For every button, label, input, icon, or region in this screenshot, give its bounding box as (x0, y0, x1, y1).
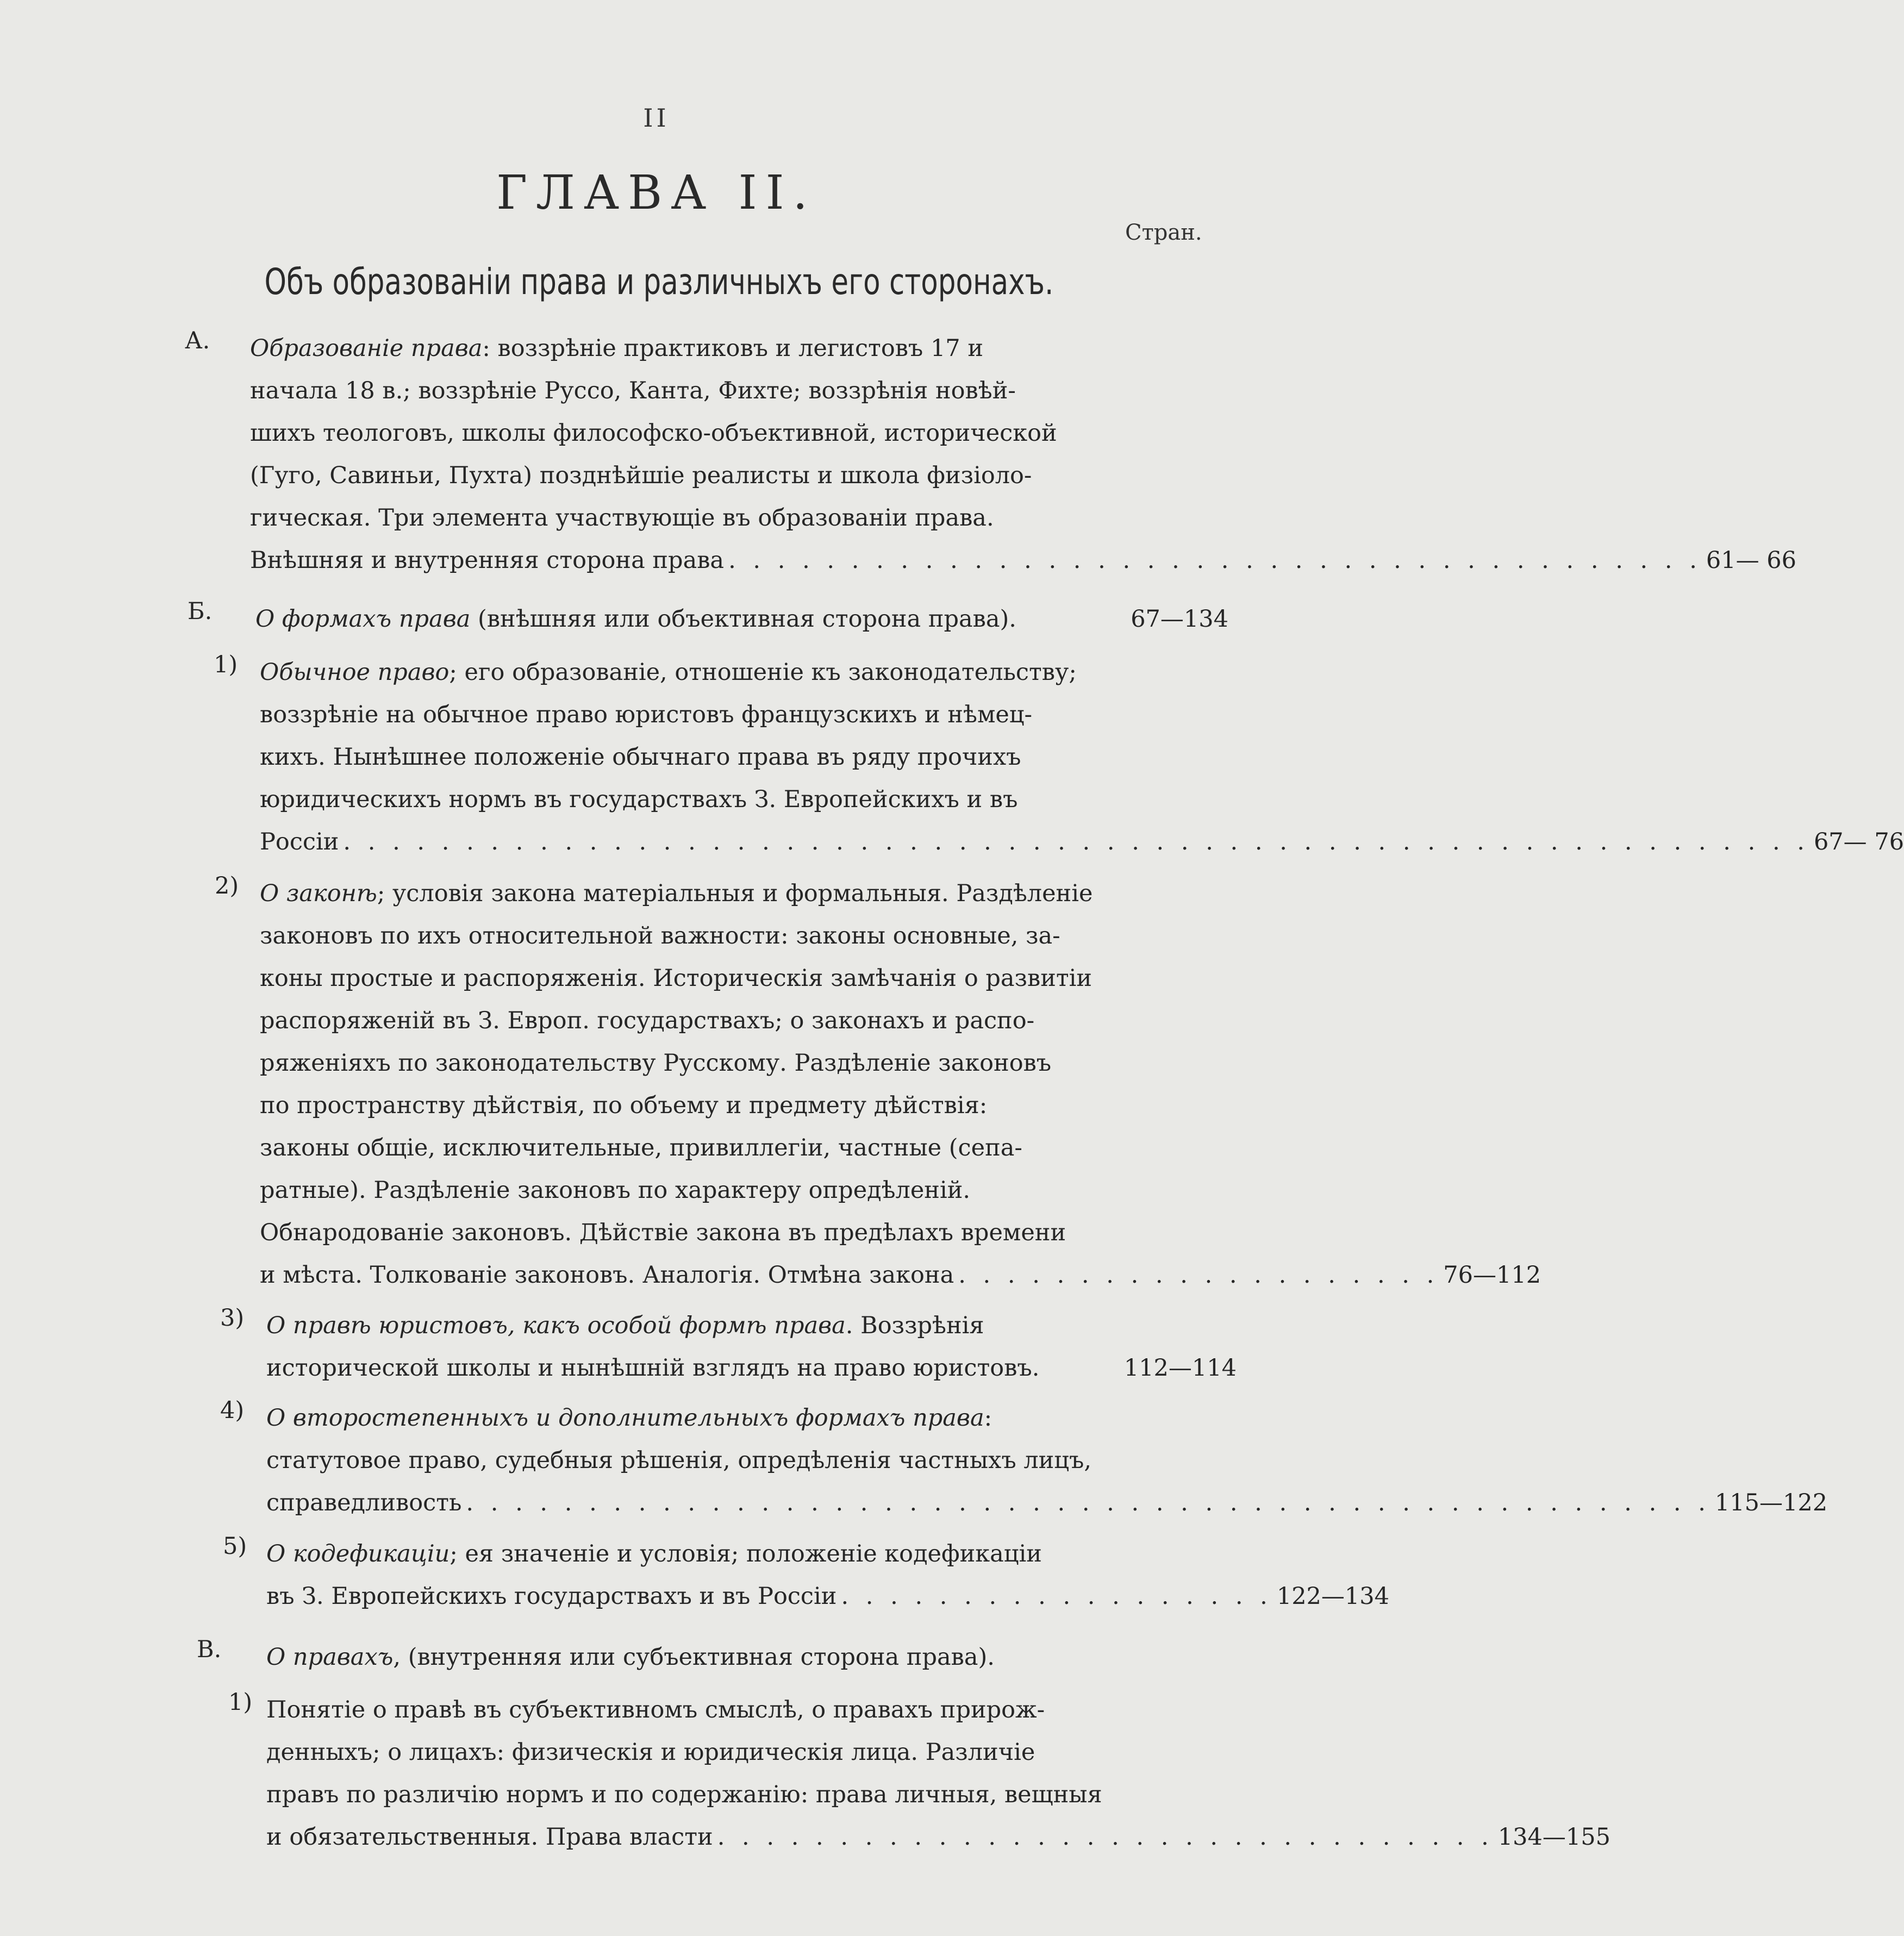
b2-marker: 2) (215, 872, 239, 900)
pages-column-label: Стран. (1125, 220, 1202, 245)
section-a-line3: шихъ теологовъ, школы философско-объективной, исторической (250, 420, 1057, 447)
b5-lead: О кодефикаціи (266, 1540, 450, 1567)
section-a-entry (250, 327, 1087, 539)
v1-last-line (266, 1816, 1610, 1858)
section-a-line2: начала 18 в.; воззрѣніе Руссо, Канта, Фихте; воззрѣнія новѣй- (250, 377, 1016, 404)
section-a-line1: : воззрѣніе практиковъ и легистовъ 17 и (482, 335, 983, 362)
b1-line2: воззрѣніе на обычное право юристовъ французскихъ и нѣмец- (260, 701, 1033, 728)
b2-pages: 76—112 (1443, 1261, 1541, 1289)
v1-pages: 134—155 (1497, 1823, 1610, 1851)
section-a-last-line (250, 539, 1796, 582)
section-a-lead: Образованіе права (250, 335, 483, 362)
section-a-line4: (Гуго, Савиньи, Пухта) позднѣйшіе реалисты и школа физіоло- (250, 462, 1032, 489)
b2-line2: законовъ по ихъ относительной важности: законы основные, за- (260, 922, 1060, 950)
b4-line2: статутовое право, судебныя рѣшенія, опредѣленія частныхъ лицъ, (266, 1447, 1092, 1474)
chapter-title: ГЛАВА II. (496, 166, 816, 220)
b3-line2: исторической школы и нынѣшній взглядъ на право юристовъ. (266, 1354, 1040, 1382)
b2-line4: распоряженій въ З. Европ. государствахъ; о законахъ и распо- (260, 1007, 1035, 1034)
chapter-subtitle: Объ образованіи права и различныхъ его сторонахъ. (264, 261, 1054, 303)
b3-last-line (266, 1347, 1237, 1389)
b4-pages: 115—122 (1714, 1489, 1828, 1516)
v1-line1: Понятіе о правѣ въ субъективномъ смыслѣ, о правахъ прирож- (266, 1696, 1045, 1723)
b3-line1: . Воззрѣнія (845, 1312, 984, 1339)
section-v-entry (266, 1636, 1114, 1678)
b1-line3: кихъ. Нынѣшнее положеніе обычнаго права въ ряду прочихъ (260, 744, 1021, 771)
b2-line5: ряженіяхъ по законодательству Русскому. Раздѣленіе законовъ (260, 1050, 1052, 1077)
section-v-rest: , (внутренняя или субъективная сторона права). (393, 1644, 995, 1671)
b2-line8: ратные). Раздѣленіе законовъ по характеру опредѣленій. (260, 1177, 971, 1204)
leader-dots: . . . . . . . . . . . . . . . . . . . . . . . . . . . . . . . . . . . . . . . . (728, 547, 1702, 574)
b4-line1: : (984, 1404, 992, 1432)
b4-entry (266, 1397, 1098, 1482)
section-a-line6: Внѣшняя и внутренняя сторона права (250, 547, 725, 574)
leader-dots: . . . . . . . . . . . . . . . . . . . . (958, 1261, 1439, 1289)
b1-last-line (260, 821, 1904, 863)
b1-marker: 1) (214, 651, 238, 678)
b5-line2: въ З. Европейскихъ государствахъ и въ Россіи (266, 1583, 837, 1610)
b1-pages: 67— 76 (1813, 828, 1904, 855)
b1-line4: юридическихъ нормъ въ государствахъ З. Европейскихъ и въ (260, 786, 1018, 813)
leader-dots: . . . . . . . . . . . . . . . . . . . . . . . . . . . . . . . . . . . . . . . . . . . . . . . . . . . (466, 1489, 1711, 1516)
v1-marker: 1) (228, 1689, 253, 1716)
b4-last-line (266, 1482, 1828, 1524)
v1-line4: и обязательственныя. Права власти (266, 1823, 713, 1851)
b2-last-line (260, 1254, 1541, 1296)
leader-dots: . . . . . . . . . . . . . . . . . . . . . . . . . . . . . . . . . . . . . . . . . . . . . . . . . . . . . . . . . . . . (343, 828, 1809, 855)
b2-line9: Обнародованіе законовъ. Дѣйствіе закона въ предѣлахъ времени (260, 1219, 1066, 1246)
b3-entry (266, 1304, 1098, 1347)
leader-dots: . . . . . . . . . . . . . . . . . . (841, 1583, 1272, 1610)
b1-line5: Россіи (260, 828, 339, 855)
b3-lead: О правѣ юристовъ, какъ особой формѣ права (266, 1312, 846, 1339)
section-b-entry (255, 598, 1228, 640)
section-v-lead: О правахъ (266, 1644, 394, 1671)
b2-line7: законы общіе, исключительные, привиллегіи, частные (сепа- (260, 1134, 1022, 1161)
b2-line6: по пространству дѣйствія, по объему и предмету дѣйствія: (260, 1092, 988, 1119)
b1-lead: Обычное право (260, 659, 450, 686)
b2-line3: коны простые и распоряженія. Историческія замѣчанія о развитіи (260, 965, 1093, 992)
b3-marker: 3) (220, 1304, 245, 1332)
b2-lead: О законѣ (260, 880, 377, 907)
section-a-line5: гическая. Три элемента участвующіе въ образованіи права. (250, 504, 994, 532)
v1-entry (266, 1689, 1103, 1816)
b2-entry (260, 872, 1093, 1254)
b2-line1: ; условія закона матеріальныя и формальныя. Раздѣленіе (377, 880, 1093, 907)
section-a-marker: А. (185, 327, 210, 354)
section-b-lead: О формахъ права (255, 605, 471, 633)
b5-last-line (266, 1575, 1389, 1618)
b4-marker: 4) (220, 1397, 245, 1424)
v1-line2: денныхъ; о лицахъ: физическія и юридическія лица. Различіе (266, 1739, 1035, 1766)
section-b-pages: 67—134 (1131, 605, 1228, 633)
b1-entry (260, 651, 1089, 821)
b4-lead: О второстепенныхъ и дополнительныхъ формахъ права (266, 1404, 984, 1432)
v1-line3: правъ по различію нормъ и по содержанію: права личныя, вещныя (266, 1781, 1102, 1808)
leader-dots: . . . . . . . . . . . . . . . . . . . . . . . . . . . . . . . . (717, 1823, 1494, 1851)
b3-pages: 112—114 (1123, 1354, 1237, 1382)
toc-line (250, 327, 1087, 370)
section-a-pages: 61— 66 (1706, 547, 1796, 574)
b5-line1: ; ея значеніе и условія; положеніе кодефикаціи (450, 1540, 1042, 1567)
b4-line3: справедливость (266, 1489, 462, 1516)
section-v-marker: В. (197, 1636, 222, 1663)
b5-entry (266, 1533, 1098, 1575)
running-head-page-number: II (643, 103, 670, 133)
b1-line1: ; его образованіе, отношеніе къ законодательству; (449, 659, 1077, 686)
b5-marker: 5) (223, 1533, 247, 1560)
b2-line10: и мѣста. Толкованіе законовъ. Аналогія. Отмѣна закона (260, 1261, 954, 1289)
section-b-marker: Б. (188, 598, 213, 625)
b5-pages: 122—134 (1276, 1583, 1389, 1610)
section-b-rest: (внѣшняя или объективная сторона права). (470, 605, 1016, 633)
